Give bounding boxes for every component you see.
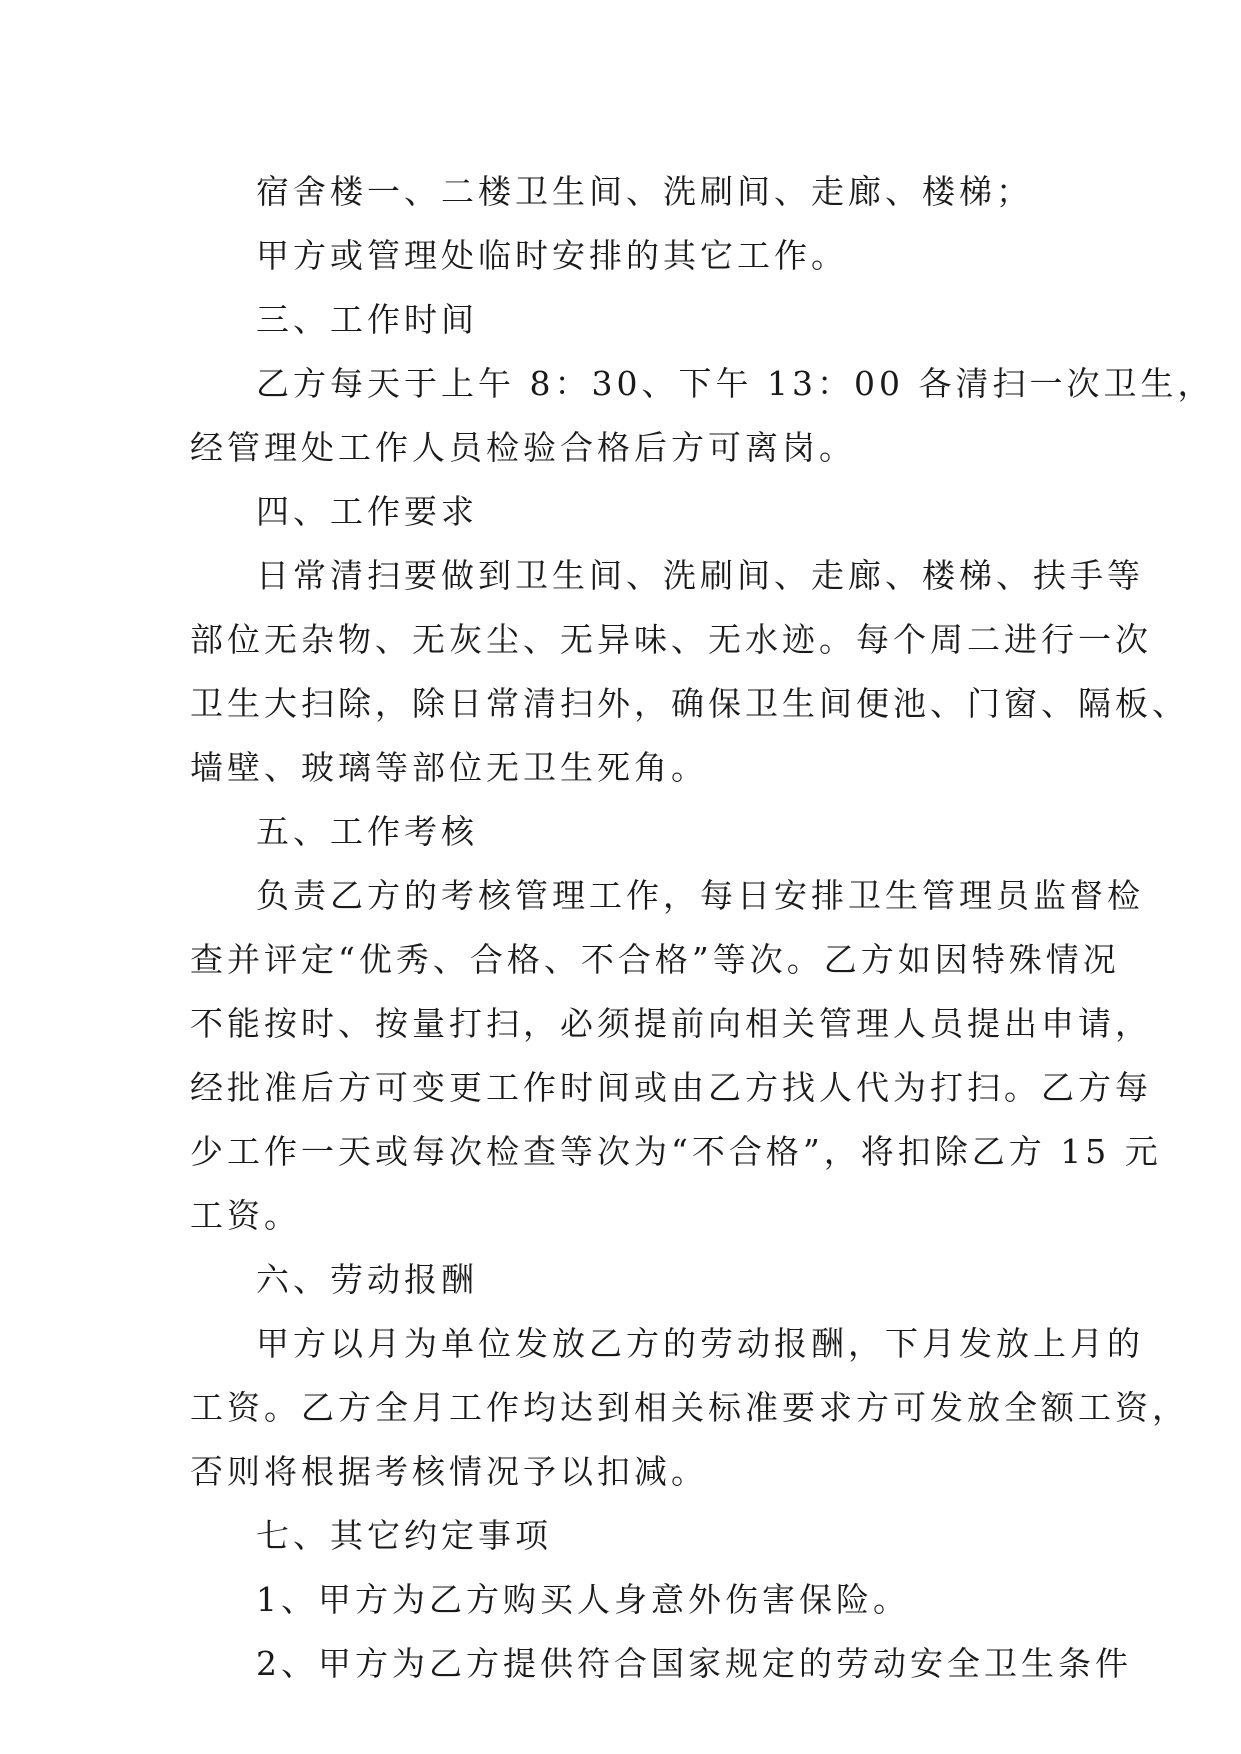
paragraph-line: 工资。 [190, 1196, 301, 1235]
paragraph-line: 日常清扫要做到卫生间、洗刷间、走廊、楼梯、扶手等 [256, 556, 1144, 595]
section-heading: 六、劳动报酬 [256, 1260, 478, 1299]
document-body [190, 160, 1215, 1696]
section-heading: 四、工作要求 [256, 492, 478, 531]
section-heading: 五、工作考核 [256, 812, 478, 851]
paragraph-line: 乙方每天于上午 8：30、下午 13：00 各清扫一次卫生， [256, 364, 1215, 403]
paragraph-line: 查并评定“优秀、合格、不合格”等次。乙方如因特殊情况 [190, 940, 1120, 979]
paragraph-line: 经管理处工作人员检验合格后方可离岗。 [190, 428, 856, 467]
paragraph-line: 部位无杂物、无灰尘、无异味、无水迹。每个周二进行一次 [190, 620, 1152, 659]
paragraph-line: 不能按时、按量打扫，必须提前向相关管理人员提出申请， [190, 1004, 1152, 1043]
paragraph-line: 甲方以月为单位发放乙方的劳动报酬，下月发放上月的 [256, 1324, 1144, 1363]
paragraph-line: 墙壁、玻璃等部位无卫生死角。 [190, 748, 708, 787]
paragraph-line: 少工作一天或每次检查等次为“不合格”，将扣除乙方 15 元 [190, 1132, 1162, 1171]
paragraph-line: 经批准后方可变更工作时间或由乙方找人代为打扫。乙方每 [190, 1068, 1152, 1107]
paragraph-line: 否则将根据考核情况予以扣减。 [190, 1452, 708, 1491]
list-item: 1、甲方为乙方购买人身意外伤害保险。 [256, 1580, 910, 1619]
list-item: 2、甲方为乙方提供符合国家规定的劳动安全卫生条件 [256, 1644, 1132, 1683]
paragraph-line: 负责乙方的考核管理工作，每日安排卫生管理员监督检 [256, 876, 1144, 915]
paragraph-line: 卫生大扫除，除日常清扫外，确保卫生间便池、门窗、隔板、 [190, 684, 1189, 723]
paragraph-line: 甲方或管理处临时安排的其它工作。 [256, 236, 848, 275]
section-heading: 七、其它约定事项 [256, 1516, 552, 1555]
paragraph-line: 工资。乙方全月工作均达到相关标准要求方可发放全额工资， [190, 1388, 1189, 1427]
paragraph-line: 宿舍楼一、二楼卫生间、洗刷间、走廊、楼梯； [256, 172, 1033, 211]
section-heading: 三、工作时间 [256, 300, 478, 339]
